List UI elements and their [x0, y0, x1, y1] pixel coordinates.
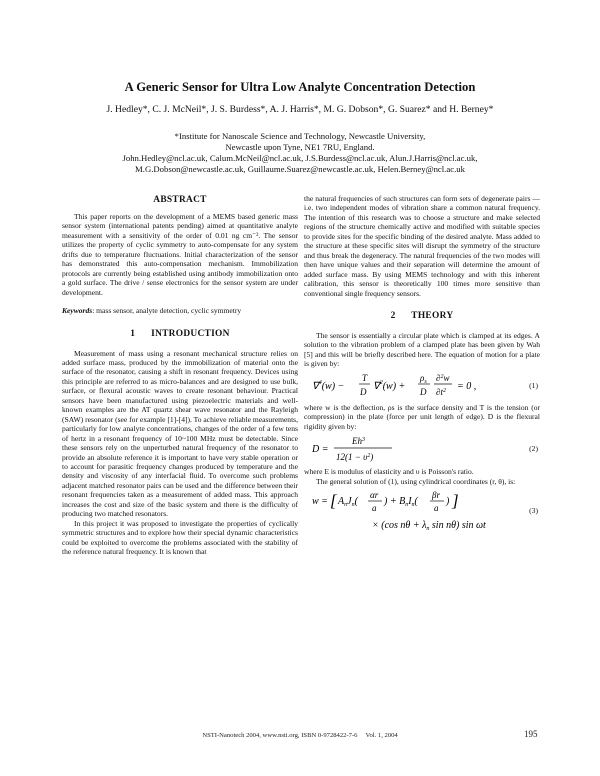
author-list: J. Hedley*, C. J. McNeil*, J. S. Burdess*, A. J. Harris*, M. G. Dobson*, G. Suarez* and H. Berney*: [106, 104, 494, 115]
affiliation-line: Newcastle upon Tyne, NE1 7RU, England.: [225, 142, 375, 152]
intro-heading: 1 INTRODUCTION: [130, 328, 230, 339]
equation-2: [304, 431, 540, 467]
page-number: 195: [524, 729, 538, 739]
svg-text:AnJn(: $A_nJ_n$(: [338, 496, 358, 509]
theory-heading: 2 THEORY: [390, 310, 454, 321]
keywords-text: : mass sensor, analyte detection, cyclic symmetry: [92, 306, 242, 316]
svg-text:D =: D =: [312, 444, 329, 456]
svg-text:∇2(w) +: ∇$^2$(w) +: [373, 379, 406, 392]
svg-text:w =: w =: [312, 496, 328, 508]
svg-text:ρs: $\rho_s$: [420, 372, 427, 385]
equation-number: (3): [529, 506, 538, 516]
affiliation-line: *Institute for Nanoscale Science and Technology, Newcastle University,: [174, 131, 426, 141]
email-line[interactable]: M.G.Dobson@newcastle.ac.uk, Guillaume.Suarez@newcastle.ac.uk, Helen.Berney@ncl.ac.uk: [135, 164, 465, 174]
svg-text:∇4(w) −: ∇$^4$(w) −: [312, 379, 345, 392]
theory-paragraph: The general solution of (1), using cylindrical coordinates (r, θ), is:: [316, 476, 516, 486]
equation-number: (2): [529, 444, 538, 454]
equation-1: [304, 369, 540, 403]
svg-text:Eh3: Eh$^3$: [352, 436, 365, 447]
svg-text:D: D: [420, 386, 427, 397]
svg-text:12(1 − υ2): $12(1 - \upsilon^2)$: [336, 452, 374, 463]
svg-text:a: a: [434, 503, 439, 514]
equation-1-formula: [312, 371, 502, 401]
svg-text:D: D: [360, 386, 367, 397]
intro-paragraph: Measurement of mass using a resonant mechanical structure relies on added surface mass, produced by the immobilization of material onto the surface of the resonator, causing a shift in resonant frequency. Devices using this principle are referred to as micro-balances and are designed to use bulk, surface, or flexural acoustic waves to create resonant behaviour. Practical sensors have been manufactured using piezoelectric materials and well-known examples are the AT quartz shear wave resonator and the Rayleigh (SAW) resonator (see for example [1]-[4]). To achieve reliable measurements, particularly for low analyte concentrations, changes of the order of a few tens of hertz in a resonant frequency of 10~100 MHz must be detectable. Since these sensors rely on the unperturbed natural frequency of the resonator to provide an absolute reference it is important to have very stable operation or to account for parasitic frequency changes produced by temperature and the density and viscosity of any interfacial fluid. To overcome such problems adjacent matched resonator pairs can be used and the difference between their resonant frequencies taken as a measurement of added mass. This approach increases the cost and size of the basic system and there is the difficulty of producing two matched resonators.: [62, 348, 298, 519]
svg-text:]: ]: [452, 491, 459, 511]
equation-2-formula: [312, 433, 432, 465]
email-line[interactable]: John.Hedley@ncl.ac.uk, Calum.McNeil@ncl.ac.uk, J.S.Burdess@ncl.ac.uk, Alun.J.Harris@ncl.ac.uk,: [122, 153, 478, 163]
svg-text:× (cos nθ + λn sin nθ) sin ωt: × (cos $n\theta + \lambda_n$ sin nθ) sin ωt: [372, 520, 486, 533]
theory-paragraph: where E is modulus of elasticity and υ is Poisson's ratio.: [304, 467, 474, 477]
svg-text:αr: αr: [370, 490, 379, 501]
svg-text:): ): [446, 496, 450, 508]
keywords-label: Keywords: [62, 306, 93, 316]
svg-text:T: T: [362, 372, 368, 383]
equation-3-formula: [312, 488, 512, 534]
abstract-heading: ABSTRACT: [153, 195, 207, 205]
theory-paragraph: The sensor is essentially a circular plate which is clamped at its edges. A solution to the vibration problem of a clamped plate has been given by Wah [5] and this will be briefly described here. The equation of motion for a plate is given by:: [304, 330, 540, 369]
svg-text:= 0 ,: = 0 ,: [457, 380, 477, 392]
svg-text:[: [: [330, 491, 337, 511]
abstract-text: This paper reports on the development of a MEMS based generic mass sensor system (international patents pending) aimed at quantitative analyte measurement with a sensitivity of the order of 0.01 ng cm⁻². The sensor utilizes the property of cyclic symmetry to auto-compensate for any system drifts due to temperature fluctuations. Initial characterization of the sensor has demonstrated this auto-compensation mechanism. Immobilization protocols are currently being established using antibody immobilization onto a gold surface. The drive / sense electronics for the sensor system are under development.: [62, 212, 298, 297]
affiliation-block: [40, 131, 560, 175]
right-column: [304, 194, 540, 536]
svg-text:βr: βr: [432, 490, 440, 501]
svg-text:∂t2: $\partial t^2$: [436, 386, 446, 397]
intro-paragraph: In this project it was proposed to investigate the properties of cyclically symmetric structures and to explore how their special dynamic characteristics could be exploited to overcome the problems associated with the stability of the reference natural frequency. It is known that: [62, 518, 298, 557]
footer-citation: NSTI-Nanotech 2004, www.nsti.org, ISBN 0-9728422-7-6 Vol. 1, 2004: [202, 732, 398, 739]
svg-text:∂2w: ∂$^2$w: [436, 372, 450, 383]
equation-3: [304, 486, 540, 536]
keywords-line: [62, 306, 298, 315]
svg-text:) + BnIn(: ) + $B_nI_n$(: [384, 496, 418, 509]
equation-number: (1): [529, 381, 538, 391]
paper-title: A Generic Sensor for Ultra Low Analyte Concentration Detection: [124, 80, 476, 94]
svg-text:a: a: [372, 503, 377, 514]
left-column: [62, 194, 298, 557]
intro-paragraph: the natural frequencies of such structures can form sets of degenerate pairs — i.e. two independent modes of vibration share a common natural frequency. The intention of this research was to choose a structure and make selected regions of the structure chemically active and modified with suitable species to provide sites for the specific binding of the desired analyte. Mass added to the structure at these specific sites will disrupt the symmetry of the structure and thus break the degeneracy. The natural frequencies of the two modes will then have unique values and their separation will determine the amount of added surface mass. By using MEMS technology and with this inherent calibration, this sensor is theoretically 100 times more sensitive than conventional single frequency sensors.: [304, 194, 540, 298]
theory-paragraph: where w is the deflection, ρs is the surface density and T is the tension (or compression) in the plate (force per unit length of edge). D is the flexural rigidity given by:: [304, 402, 540, 431]
